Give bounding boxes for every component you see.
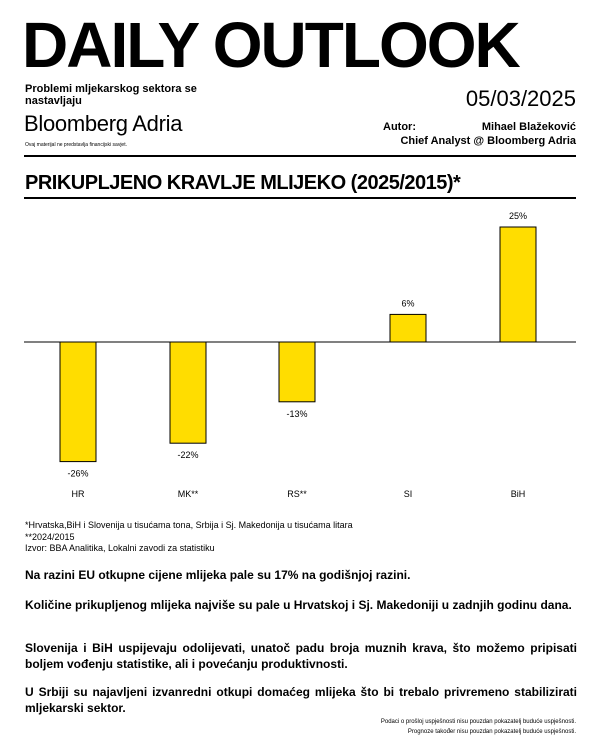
category-label: SI [403,489,413,499]
data-label: -13% [286,408,308,419]
author-label: Autor: [383,121,416,133]
bar-bih [500,227,536,342]
category-label: MK** [177,489,199,499]
small-disclaimer: Ovaj materijal ne predstavlja financijski savjet. [25,142,127,148]
report-subtitle: Problemi mljekarskog sektora se nastavljaju [25,83,197,107]
paragraph-eu-prices: Na razini EU otkupne cijene mlijeka pale su 17% na godišnjoj razini. [25,568,411,582]
note-source: Izvor: BBA Analitika, Lokalni zavodi za statistiku [25,543,215,553]
author-role: Chief Analyst @ Bloomberg Adria [400,135,576,147]
bar-hr [60,342,96,462]
category-label: HR [71,489,85,499]
footer-disclaimer-forecast: Prognoze također nisu pouzdan pokazatelj buduće uspješnosti. [407,729,576,735]
milk-collection-chart [0,195,600,505]
note-period: **2024/2015 [25,531,75,542]
footer-disclaimer-past: Podaci o prošloj uspješnosti nisu pouzdan pokazatelj buduće uspješnosti. [380,719,576,725]
data-label: 6% [401,298,415,309]
data-label: -22% [177,450,199,461]
chart-notes [25,520,565,555]
brand-logo: Bloomberg Adria [24,111,183,136]
paragraph-resilience: Slovenija i BiH uspijevaju odolijevati, unatoč padu broja muznih krava, što možemo pripisati boljem vođenju statistike, ali i povećanju produktivnosti. [25,641,577,671]
category-label: RS** [287,489,307,499]
chart-title: PRIKUPLJENO KRAVLJE MLIJEKO (2025/2015)* [25,172,461,194]
bar-mk [170,342,206,443]
paragraph-serbia: U Srbiji su najavljeni izvanredni otkupi domaćeg mlijeka što bi trebalo privremeno stabilizirati mljekarski sektor. [25,685,577,715]
header-divider [24,155,576,157]
data-label: -26% [67,468,89,479]
author-name: Mihael Blažeković [481,121,576,133]
report-title: DAILY OUTLOOK [22,9,519,81]
category-label: BiH [510,489,526,499]
note-units: *Hrvatska,BiH i Slovenija u tisućama tona, Srbija i Sj. Makedonija u tisućama litara [25,520,353,530]
bar-si [390,314,426,342]
report-date: 05/03/2025 [465,86,576,111]
paragraph-decline: Količine prikupljenog mlijeka najviše su pale u Hrvatskoj i Sj. Makedoniji u zadnjih godinu dana. [25,598,572,612]
data-label: 25% [508,211,528,221]
bar-rs [279,342,315,402]
